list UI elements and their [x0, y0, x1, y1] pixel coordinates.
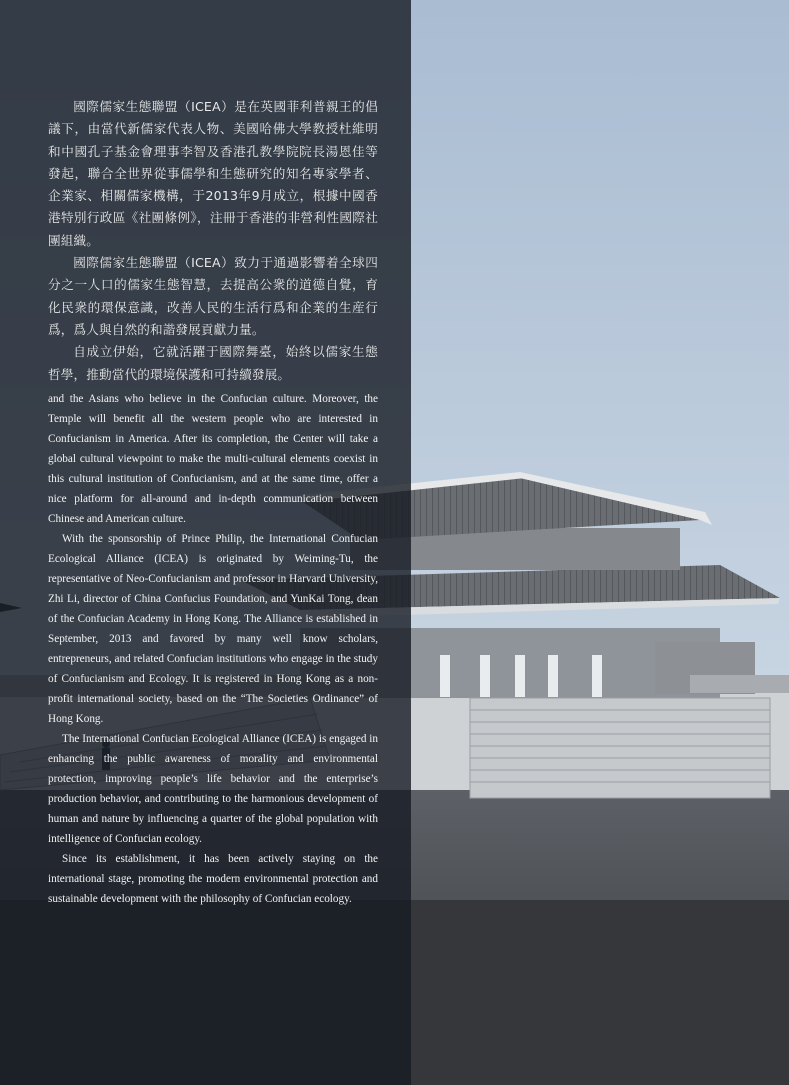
chinese-paragraph-3: 自成立伊始，它就活躍于國際舞臺，始終以儒家生態哲學，推動當代的環境保護和可持續發展。	[48, 344, 378, 382]
article-text-column	[48, 96, 378, 909]
english-paragraph-1: and the Asians who believe in the Confucian culture. Moreover, the Temple will benefit all the western people who are interested in Confucianism in America. After its completion, the Center will take a global cultural viewpoint to make the multi-cultural elements coexist in this cultural institution of Confucianism, and at the same time, offer a nice platform for all-around and in-depth communication between Chinese and American culture.	[48, 392, 378, 525]
english-paragraph-3: The International Confucian Ecological Alliance (ICEA) is engaged in enhancing the public awareness of morality and environmental protection, improving people’s life behavior and the enterprise’s production behavior, and contributing to the harmonious development of human and nature by influencing a quarter of the global population with intelligence of Confucian ecology.	[48, 732, 378, 845]
chinese-paragraph-1: 國際儒家生態聯盟（ICEA）是在英國菲利普親王的倡議下，由當代新儒家代表人物、美國哈佛大學教授杜維明和中國孔子基金會理事李智及香港孔教學院院長湯恩佳等發起，聯合全世界從事儒學和生態研究的知名專家學者、企業家、相關儒家機構，于2013年9月成立，根據中國香港特別行政區《社團條例》，注冊于香港的非營利性國際社團組織。	[48, 99, 378, 248]
english-paragraph-4: Since its establishment, it has been actively staying on the international stage, promoting the modern environmental protection and sustainable development with the philosophy of Confucian ecology.	[48, 852, 378, 905]
english-paragraph-2: With the sponsorship of Prince Philip, the International Confucian Ecological Alliance (ICEA) is originated by Weiming-Tu, the representative of Neo-Confucianism and professor in Harvard University, Zhi Li, director of China Confucius Foundation, and YunKai Tong, dean of the Confucian Academy in Hong Kong. The Alliance is established in September, 2013 and favored by many well know scholars, entrepreneurs, and related Confucian institutions who engage in the study of Confucianism and Ecology. It is registered in Hong Kong as a non-profit international society, based on the “The Societies Ordinance” of Hong Kong.	[48, 532, 378, 725]
chinese-paragraph-2: 國際儒家生態聯盟（ICEA）致力于通過影響着全球四分之一人口的儒家生態智慧，去提高公衆的道德自覺，育化民衆的環保意識，改善人民的生活行爲和企業的生産行爲，爲人與自然的和諧發展貢獻力量。	[48, 255, 378, 337]
